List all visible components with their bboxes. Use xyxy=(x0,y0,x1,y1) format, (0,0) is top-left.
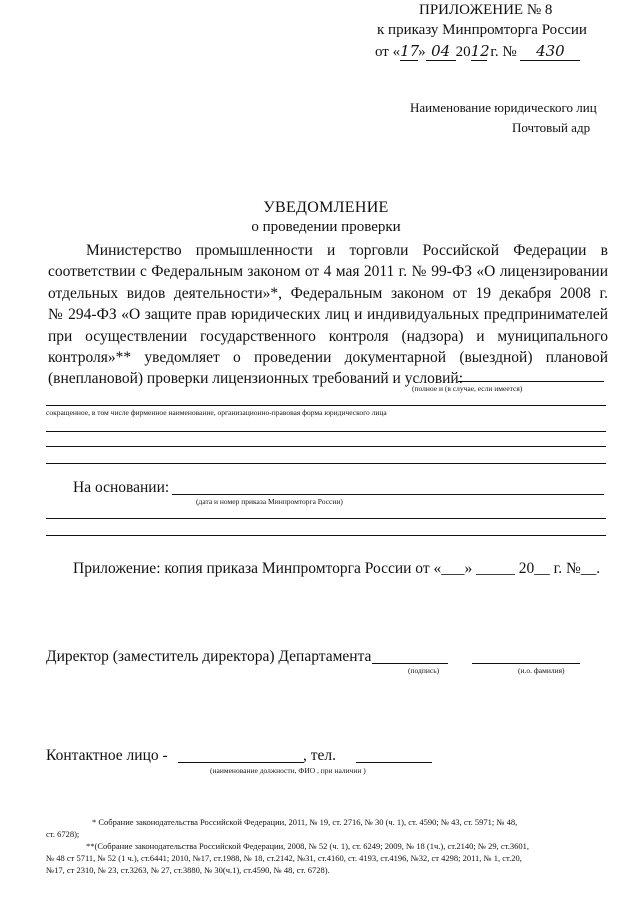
body-line: контроля»** уведомляет о проведении документарной (выездной) плановой xyxy=(48,348,608,366)
footnote-2-cont: №17, ст 2310, № 23, ст.3263, № 27, ст.3880, № 30(ч.1), ст.4590, № 48, ст. 6728). xyxy=(46,865,330,875)
contact-label: Контактное лицо - xyxy=(46,747,168,764)
body-line: отдельных видов деятельности»*, Федеральным законом от 19 декабря 2008 г. xyxy=(48,284,608,302)
date-prefix: от « xyxy=(375,44,401,60)
footnote-2: **(Собрание законодательства Российской Федерации, 2008, № 52 (ч. 1), ст. 6249; 2009, № 18 (1ч.), ст.2140; № 29, ст.3601, xyxy=(86,841,529,851)
order-date-line xyxy=(375,42,580,61)
body-line: (внеплановой) проверки лицензионных требований и условий: xyxy=(48,370,464,388)
name-line[interactable] xyxy=(472,663,580,664)
body-line: соответствии с Федеральным законом от 4 мая 2011 г. № 99-ФЗ «О лицензировании xyxy=(48,263,608,281)
date-year-prefix: 20 xyxy=(455,44,471,60)
contact-tel-label: , тел. xyxy=(303,747,337,764)
basis-label: На основании: xyxy=(73,479,170,496)
date-mid: » xyxy=(418,44,426,60)
fill-line[interactable] xyxy=(46,405,606,406)
hint-short-name: сокращенное, в том числе фирменное наименование, организационно-правовая форма юридического лица xyxy=(46,408,387,417)
addressee-org-name: Наименование юридического лиц xyxy=(410,100,597,115)
document-title: УВЕДОМЛЕНИЕ xyxy=(263,199,389,216)
signature-label: Директор (заместитель директора) Департамента xyxy=(46,648,372,665)
hint-full-name: (полное и (в случае, если имеется) xyxy=(412,384,523,393)
appendix-number: ПРИЛОЖЕНИЕ № 8 xyxy=(419,2,553,18)
fill-line-basis[interactable] xyxy=(172,494,604,495)
fill-line[interactable] xyxy=(46,446,606,447)
date-suffix: г. № xyxy=(490,44,517,60)
document-subtitle: о проведении проверки xyxy=(251,219,401,235)
fill-line[interactable] xyxy=(46,431,606,432)
footnote-1-cont: ст. 6728); xyxy=(46,829,80,839)
body-line: № 294-ФЗ «О защите прав юридических лиц и индивидуальных предпринимателей xyxy=(48,306,608,324)
contact-person-line[interactable] xyxy=(178,762,304,763)
order-number: 430 xyxy=(520,42,580,61)
contact-tel-line[interactable] xyxy=(356,762,432,763)
footnote-1: * Собрание законодательства Российской Федерации, 2011, № 19, ст. 2716, № 30 (ч. 1), ст. 4590; № 43, ст. 5971; № 48, xyxy=(92,817,518,827)
hint-basis: (дата и номер приказа Минпромторга России) xyxy=(196,497,343,506)
signature-line[interactable] xyxy=(372,663,448,664)
date-year: 12 xyxy=(470,42,490,60)
date-day: 17 xyxy=(400,42,420,60)
footnote-2-cont: № 48 ст 5711, № 52 (1 ч.), ст.6441; 2010, №17, ст.1988, № 18, ст.2142, №31, ст.4160, ст. 4193, ст.4196, №32, ст 4298; 2011, № 1, ст.20, xyxy=(46,853,522,863)
hint-name: (и.о. фамилия) xyxy=(518,666,565,675)
fill-line-org-name[interactable] xyxy=(458,381,604,382)
attachment-text: Приложение: копия приказа Минпромторга России от «___» _____ 20__ г. №__. xyxy=(73,560,601,577)
body-line: Министерство промышленности и торговли Российской Федерации в xyxy=(86,242,608,259)
body-line: при осуществлении государственного контроля (надзора) и муниципального xyxy=(48,327,608,345)
fill-line[interactable] xyxy=(46,535,606,536)
date-month: 04 xyxy=(426,42,456,61)
fill-line[interactable] xyxy=(46,463,606,464)
addressee-postal: Почтовый адр xyxy=(512,120,591,135)
hint-contact: (наименование должности, ФИО , при наличии ) xyxy=(210,766,366,775)
hint-signature: (подпись) xyxy=(408,666,440,675)
fill-line[interactable] xyxy=(46,518,606,519)
order-reference: к приказу Минпромторга России xyxy=(377,22,587,38)
notification-body xyxy=(48,240,608,390)
